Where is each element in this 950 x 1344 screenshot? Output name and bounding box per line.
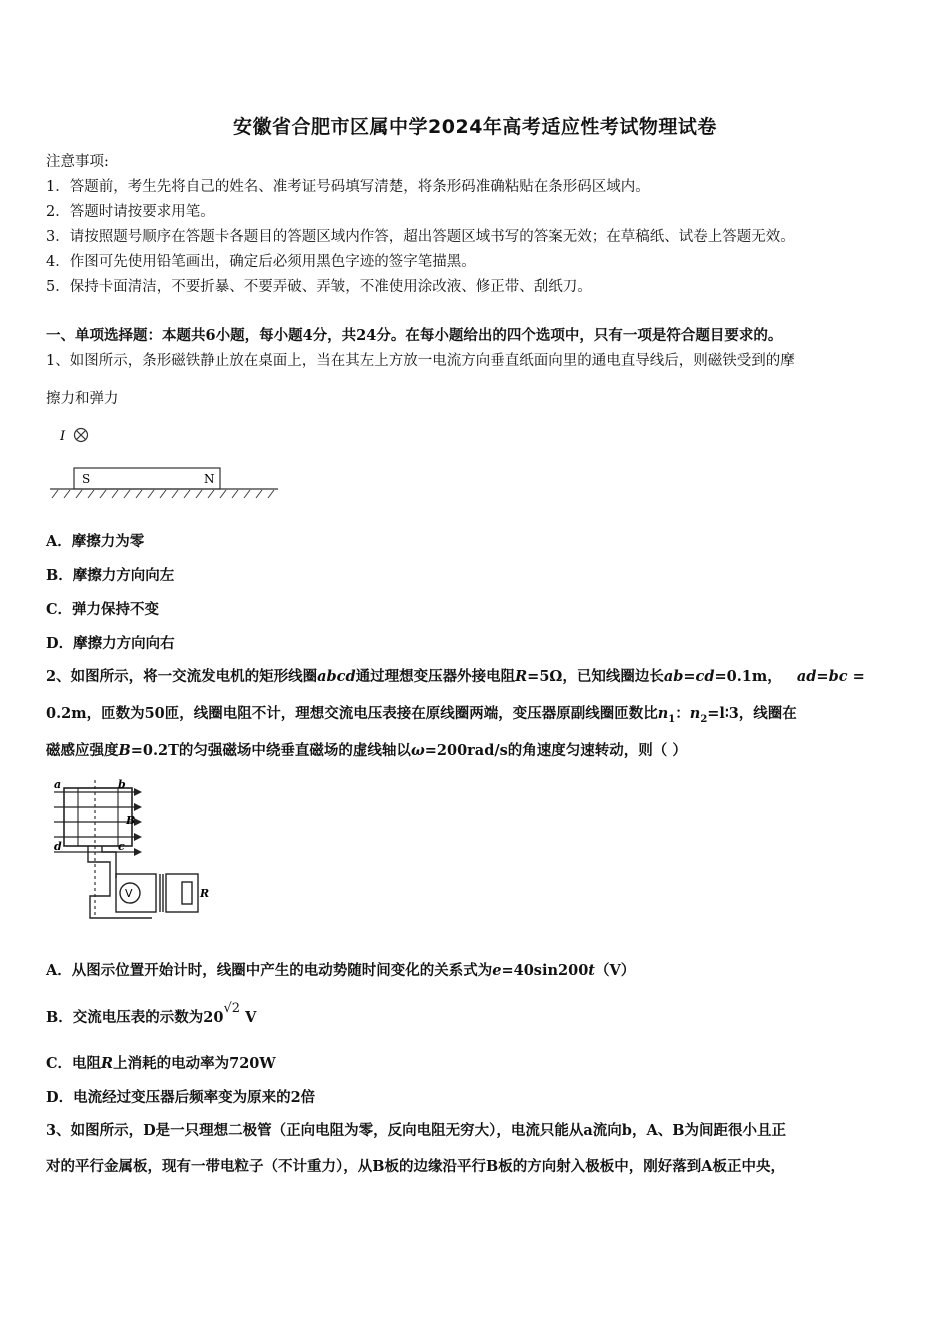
resistor xyxy=(182,882,192,904)
notice-item-5: 5．保持卡面清洁，不要折暴、不要弄破、弄皱，不准使用涂改液、修正带、刮纸刀。 xyxy=(46,279,592,295)
q1-figure xyxy=(46,420,286,500)
sqrt-two: √2 xyxy=(223,1001,240,1016)
notice-item-3: 3．请按照题号顺序在答题卡各题目的答题区域内作答，超出答题区域书写的答案无效；在草稿纸、试卷上答题无效。 xyxy=(46,229,795,245)
q2-figure xyxy=(50,778,220,928)
q2-option-a: A．从图示位置开始计时，线圈中产生的电动势随时间变化的关系式为e=40sin200t（V） xyxy=(46,962,636,979)
notice-heading: 注意事项: xyxy=(46,154,109,170)
q3-stem-line1: 3、如图所示，D是一只理想二极管（正向电阻为零，反向电阻无穷大），电流只能从a流向b，A、B为间距很小且正 xyxy=(46,1122,786,1139)
q1-current-label: I xyxy=(60,429,66,444)
q2-option-d: D．电流经过变压器后频率变为原来的2倍 xyxy=(46,1089,316,1106)
voltmeter-label: V xyxy=(125,887,133,900)
magnet-s-label: S xyxy=(82,472,91,486)
notice-item-4: 4．作图可先使用铅笔画出，确定后必须用黑色字迹的签字笔描黑。 xyxy=(46,254,476,270)
coil-label-a: a xyxy=(54,778,62,791)
page-title: 安徽省合肥市区属中学2024年高考适应性考试物理试卷 xyxy=(233,116,717,138)
coil-label-b: b xyxy=(118,778,126,791)
coil-label-d: d xyxy=(54,840,62,853)
q1-option-b: B．摩擦力方向向左 xyxy=(46,567,175,584)
q1-stem-line1: 1、如图所示，条形磁铁静止放在桌面上，当在其左上方放一电流方向垂直纸面向里的通电直导线后，则磁铁受到的摩 xyxy=(46,353,795,369)
bar-magnet xyxy=(74,468,220,489)
q1-stem-line2: 擦力和弹力 xyxy=(46,391,119,407)
field-label-b: B xyxy=(126,814,136,827)
section-heading: 一、单项选择题：本题共6小题，每小题4分，共24分。在每小题给出的四个选项中，只有一项是符合题目要求的。 xyxy=(46,327,783,344)
q1-option-c: C．弹力保持不变 xyxy=(46,601,160,618)
coil-label-c: c xyxy=(118,840,125,853)
current-into-page-icon xyxy=(75,429,88,442)
q2-stem-line3: 磁感应强度B=0.2T的匀强磁场中绕垂直磁场的虚线轴以ω=200rad/s的角速度匀速转动，则（ ） xyxy=(46,742,687,759)
q1-option-a: A．摩擦力为零 xyxy=(46,533,145,550)
notice-item-2: 2．答题时请按要求用笔。 xyxy=(46,204,215,220)
resistor-label: R xyxy=(200,887,210,900)
q2-option-b: B．交流电压表的示数为20√2 V xyxy=(46,1001,257,1026)
notice-item-1: 1．答题前，考生先将自己的姓名、准考证号码填写清楚，将条形码准确粘贴在条形码区域内。 xyxy=(46,179,650,195)
table-hatching xyxy=(52,490,274,498)
q2-stem-line2: 0.2m，匝数为50匝，线圈电阻不计，理想交流电压表接在原线圈两端，变压器原副线圈匝数比$n_1$：$n_2=l∶3$，线圈在 xyxy=(46,705,797,725)
q1-option-d: D．摩擦力方向向右 xyxy=(46,635,175,652)
q2-stem-line1: 2、如图所示，将一交流发电机的矩形线圈abcd通过理想变压器外接电阻R=5Ω，已知线圈边长ab=cd=0.1m， ad=bc = xyxy=(46,668,865,685)
magnet-n-label: N xyxy=(204,472,215,486)
q2-option-c: C．电阻R上消耗的电动率为720W xyxy=(46,1055,276,1072)
q3-stem-line2: 对的平行金属板，现有一带电粒子（不计重力），从B板的边缘沿平行B板的方向射入极板中，刚好落到A板正中央， xyxy=(46,1158,786,1175)
